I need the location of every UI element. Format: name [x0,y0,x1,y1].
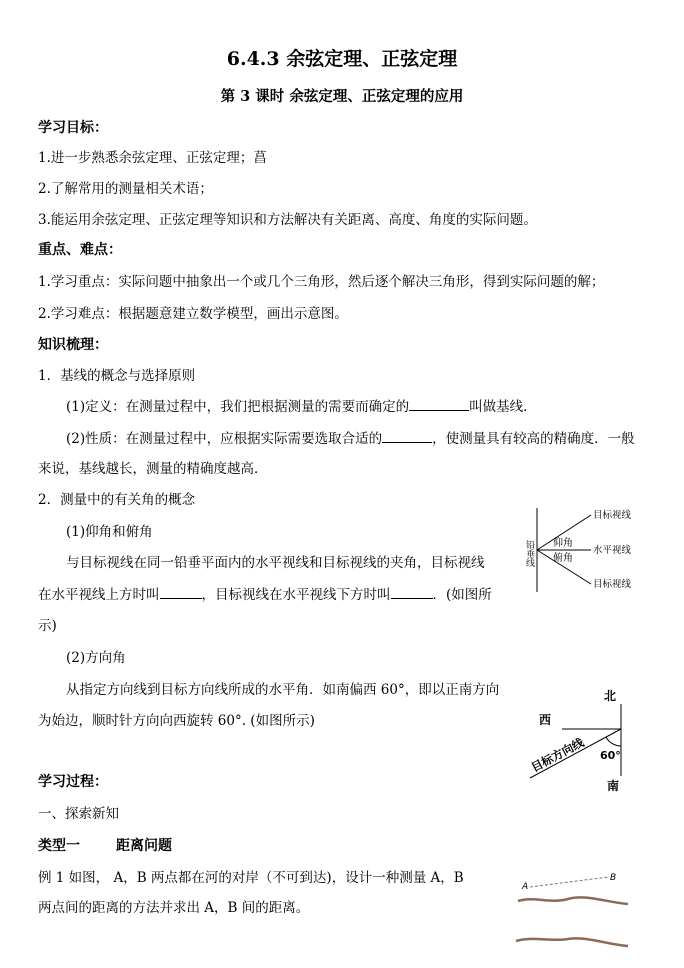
knowledge-heading: 知识梳理： [38,337,108,353]
elevation-text-1: 与目标视线在同一铅垂平面内的水平视线和目标视线的夹角，目标视线 [66,555,485,571]
fill-blank[interactable] [409,396,469,411]
fill-blank[interactable] [382,428,432,443]
example-1-text-cont: 两点间的距离的方法并求出 A，B 间的距离。 [38,900,310,916]
horizontal-line-label: 水平视线 [593,545,632,556]
keypoint-item: 2.学习难点：根据题意建立数学模型，画出示意图。 [38,306,348,322]
keypoints-heading: 重点、难点： [38,242,122,258]
elevation-angle-label: 仰角 [553,538,573,549]
page-subtitle: 第 3 课时 余弦定理、正弦定理的应用 [220,88,464,105]
keypoint-item: 1.学习重点：实际问题中抽象出一个或几个三角形，然后逐个解决三角形，得到实际问题的解； [38,274,605,290]
example-1-text: 例 1 如图， A，B 两点都在河的对岸（不可到达)，设计一种测量 A，B [38,870,464,886]
objective-item: 2.了解常用的测量相关术语； [38,181,213,197]
baseline-property-cont: 来说，基线越长，测量的精确度越高． [38,461,268,477]
baseline-property: (2)性质：在测量过程中，应根据实际需要选取合适的 ，使测量具有较高的精确度．一般 [66,428,635,449]
direction-text-2: 为始边，顺时针方向向西旋转 60°. (如图所示) [38,713,315,729]
section-1-title: 1．基线的概念与选择原则 [38,368,196,384]
west-label: 西 [539,713,552,727]
angle-arc [606,737,621,746]
river-bank-bottom [516,938,628,946]
objective-item: 1.进一步熟悉余弦定理、正弦定理；菖 [38,150,267,166]
north-label: 北 [604,689,617,703]
target-line-label-top: 目标视线 [593,510,632,521]
depression-angle-label: 俯角 [553,553,573,564]
angle-label: 60° [600,749,621,762]
target-direction-label: 目标方向线 [528,735,587,775]
vertical-line-label: 铅垂线 [524,540,534,567]
direction-text-1: 从指定方向线到目标方向线所成的水平角．如南偏西 60°，即以正南方向 [66,682,500,698]
page-title: 6.4.3 余弦定理、正弦定理 [226,48,458,70]
elevation-text-2: 在水平视线上方时叫 ，目标视线在水平视线下方时叫 ．(如图所 [38,584,492,605]
elevation-angle-figure [515,500,675,600]
objectives-heading: 学习目标： [38,120,108,136]
south-label: 南 [607,779,620,793]
point-b-label: B [610,873,617,883]
direction-subtitle: (2)方向角 [66,650,126,666]
fill-blank[interactable] [391,584,433,599]
part-1-title: 一、探索新知 [38,806,119,822]
fill-blank[interactable] [160,584,202,599]
objective-item: 3.能运用余弦定理、正弦定理等知识和方法解决有关距离、高度、角度的实际问题。 [38,212,537,228]
elevation-subtitle: (1)仰角和俯角 [66,524,153,540]
type-1-title: 类型一 距离问题 [38,838,172,854]
baseline-definition: (1)定义：在测量过程中，我们把根据测量的需要而确定的 叫做基线． [66,396,537,417]
direction-angle-figure [520,686,640,796]
river-figure [510,868,640,958]
elevation-text-3: 示) [38,618,57,634]
river-bank-top [518,897,628,904]
target-line-label-bottom: 目标视线 [593,579,632,590]
line-ab [530,877,608,887]
process-heading: 学习过程： [38,774,108,790]
section-2-title: 2．测量中的有关角的概念 [38,492,196,508]
point-a-label: A [522,882,529,892]
